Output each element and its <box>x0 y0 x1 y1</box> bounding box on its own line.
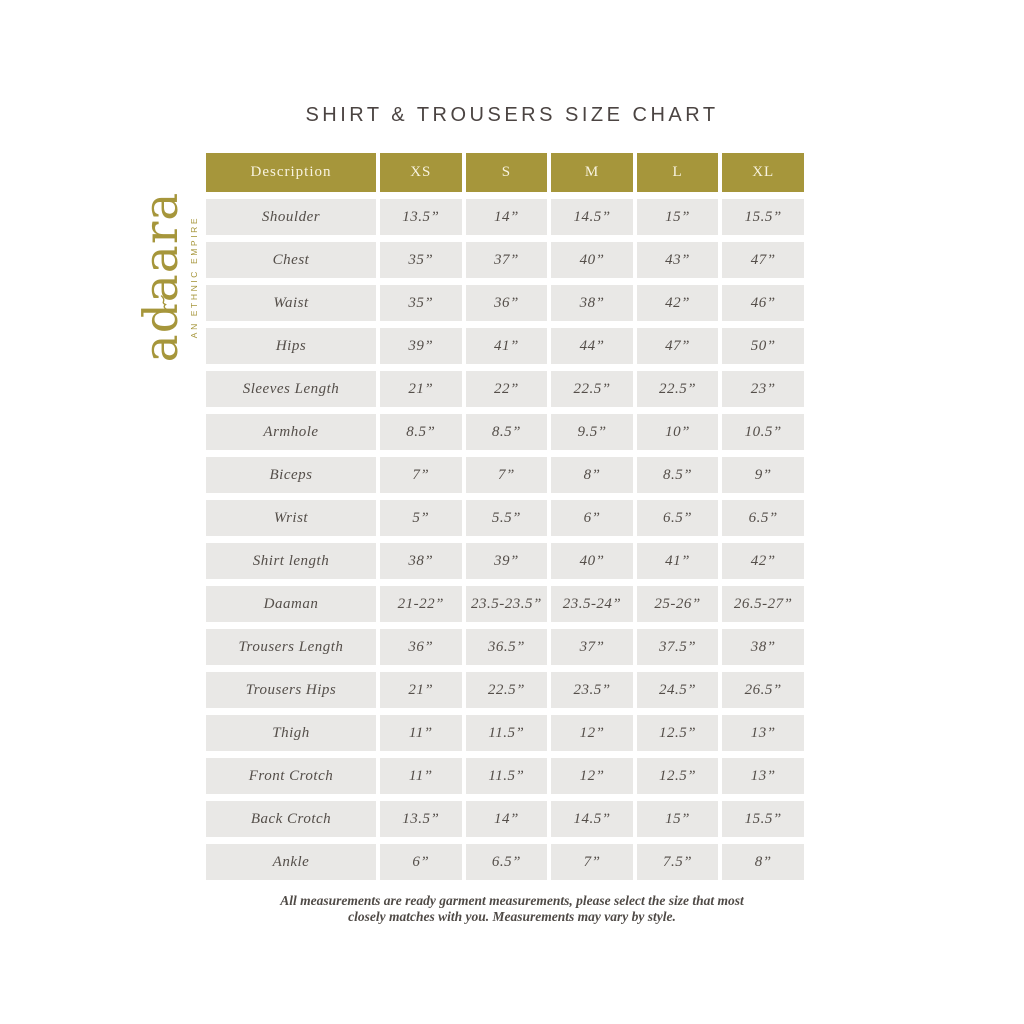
header-size-s: S <box>466 153 548 192</box>
measurement-cell: 14.5” <box>551 801 633 837</box>
measurement-cell: 41” <box>466 328 548 364</box>
measurement-cell: 22.5” <box>637 371 719 407</box>
measurement-cell: 15.5” <box>722 199 804 235</box>
measurement-cell: 11.5” <box>466 715 548 751</box>
header-description: Description <box>206 153 376 192</box>
measurement-cell: 40” <box>551 242 633 278</box>
measurement-cell: 11” <box>380 715 462 751</box>
measurement-cell: 42” <box>722 543 804 579</box>
row-label: Shoulder <box>206 199 376 235</box>
header-size-l: L <box>637 153 719 192</box>
measurement-cell: 39” <box>380 328 462 364</box>
measurement-cell: 14” <box>466 801 548 837</box>
size-chart-table <box>206 153 804 880</box>
measurement-cell: 9.5” <box>551 414 633 450</box>
measurement-cell: 15” <box>637 199 719 235</box>
measurement-cell: 50” <box>722 328 804 364</box>
measurement-cell: 23.5” <box>551 672 633 708</box>
row-label: Trousers Hips <box>206 672 376 708</box>
measurement-cell: 12” <box>551 715 633 751</box>
measurement-cell: 7.5” <box>637 844 719 880</box>
header-size-m: M <box>551 153 633 192</box>
measurement-cell: 8.5” <box>466 414 548 450</box>
measurement-cell: 40” <box>551 543 633 579</box>
measurement-cell: 39” <box>466 543 548 579</box>
row-label: Back Crotch <box>206 801 376 837</box>
brand-tagline: AN ETHNIC EMPIRE <box>188 215 199 339</box>
measurement-cell: 38” <box>551 285 633 321</box>
brand-name <box>133 191 189 363</box>
measurement-cell: 8” <box>722 844 804 880</box>
measurement-cell: 14.5” <box>551 199 633 235</box>
measurement-cell: 7” <box>380 457 462 493</box>
measurement-cell: 23.5-23.5” <box>466 586 548 622</box>
measurement-cell: 15” <box>637 801 719 837</box>
measurement-cell: 37.5” <box>637 629 719 665</box>
row-label: Sleeves Length <box>206 371 376 407</box>
row-label: Wrist <box>206 500 376 536</box>
measurement-cell: 21” <box>380 371 462 407</box>
measurement-cell: 6.5” <box>466 844 548 880</box>
row-label: Shirt length <box>206 543 376 579</box>
row-label: Biceps <box>206 457 376 493</box>
measurement-cell: 8” <box>551 457 633 493</box>
measurement-cell: 26.5” <box>722 672 804 708</box>
measurement-cell: 36” <box>466 285 548 321</box>
measurement-cell: 22.5” <box>466 672 548 708</box>
brand-logo <box>131 185 205 369</box>
measurement-note <box>0 893 1024 925</box>
measurement-cell: 47” <box>722 242 804 278</box>
measurement-cell: 8.5” <box>380 414 462 450</box>
measurement-cell: 15.5” <box>722 801 804 837</box>
measurement-cell: 7” <box>551 844 633 880</box>
row-label: Daaman <box>206 586 376 622</box>
row-label: Trousers Length <box>206 629 376 665</box>
measurement-cell: 22.5” <box>551 371 633 407</box>
row-label: Ankle <box>206 844 376 880</box>
measurement-cell: 23.5-24” <box>551 586 633 622</box>
measurement-cell: 13.5” <box>380 199 462 235</box>
header-size-xl: XL <box>722 153 804 192</box>
measurement-note-line1: All measurements are ready garment measurements, please select the size that most <box>280 893 744 908</box>
size-chart-table-wrap <box>206 153 804 880</box>
bird-accent-icon <box>131 295 178 311</box>
measurement-cell: 36.5” <box>466 629 548 665</box>
measurement-cell: 9” <box>722 457 804 493</box>
measurement-cell: 41” <box>637 543 719 579</box>
measurement-cell: 6” <box>551 500 633 536</box>
row-label: Thigh <box>206 715 376 751</box>
measurement-cell: 8.5” <box>637 457 719 493</box>
measurement-cell: 21-22” <box>380 586 462 622</box>
measurement-cell: 44” <box>551 328 633 364</box>
measurement-cell: 22” <box>466 371 548 407</box>
measurement-cell: 37” <box>551 629 633 665</box>
measurement-cell: 43” <box>637 242 719 278</box>
measurement-cell: 7” <box>466 457 548 493</box>
measurement-cell: 21” <box>380 672 462 708</box>
measurement-note-line2: closely matches with you. Measurements may vary by style. <box>348 909 676 925</box>
measurement-cell: 11” <box>380 758 462 794</box>
measurement-cell: 35” <box>380 285 462 321</box>
page-title: SHIRT & TROUSERS SIZE CHART <box>305 104 719 126</box>
measurement-cell: 10” <box>637 414 719 450</box>
measurement-cell: 12.5” <box>637 715 719 751</box>
measurement-cell: 14” <box>466 199 548 235</box>
measurement-cell: 13” <box>722 715 804 751</box>
measurement-cell: 26.5-27” <box>722 586 804 622</box>
measurement-cell: 47” <box>637 328 719 364</box>
measurement-cell: 5” <box>380 500 462 536</box>
measurement-cell: 12.5” <box>637 758 719 794</box>
row-label: Front Crotch <box>206 758 376 794</box>
measurement-cell: 13” <box>722 758 804 794</box>
measurement-cell: 11.5” <box>466 758 548 794</box>
measurement-cell: 42” <box>637 285 719 321</box>
measurement-cell: 10.5” <box>722 414 804 450</box>
measurement-cell: 24.5” <box>637 672 719 708</box>
measurement-cell: 36” <box>380 629 462 665</box>
measurement-cell: 25-26” <box>637 586 719 622</box>
measurement-cell: 37” <box>466 242 548 278</box>
measurement-cell: 38” <box>722 629 804 665</box>
header-size-xs: XS <box>380 153 462 192</box>
measurement-cell: 23” <box>722 371 804 407</box>
measurement-cell: 38” <box>380 543 462 579</box>
measurement-cell: 12” <box>551 758 633 794</box>
measurement-cell: 35” <box>380 242 462 278</box>
measurement-cell: 6” <box>380 844 462 880</box>
measurement-cell: 6.5” <box>637 500 719 536</box>
brand-name-text: adaara <box>133 191 189 363</box>
row-label: Armhole <box>206 414 376 450</box>
measurement-cell: 46” <box>722 285 804 321</box>
row-label: Waist <box>206 285 376 321</box>
row-label: Chest <box>206 242 376 278</box>
measurement-cell: 13.5” <box>380 801 462 837</box>
row-label: Hips <box>206 328 376 364</box>
measurement-cell: 5.5” <box>466 500 548 536</box>
measurement-cell: 6.5” <box>722 500 804 536</box>
